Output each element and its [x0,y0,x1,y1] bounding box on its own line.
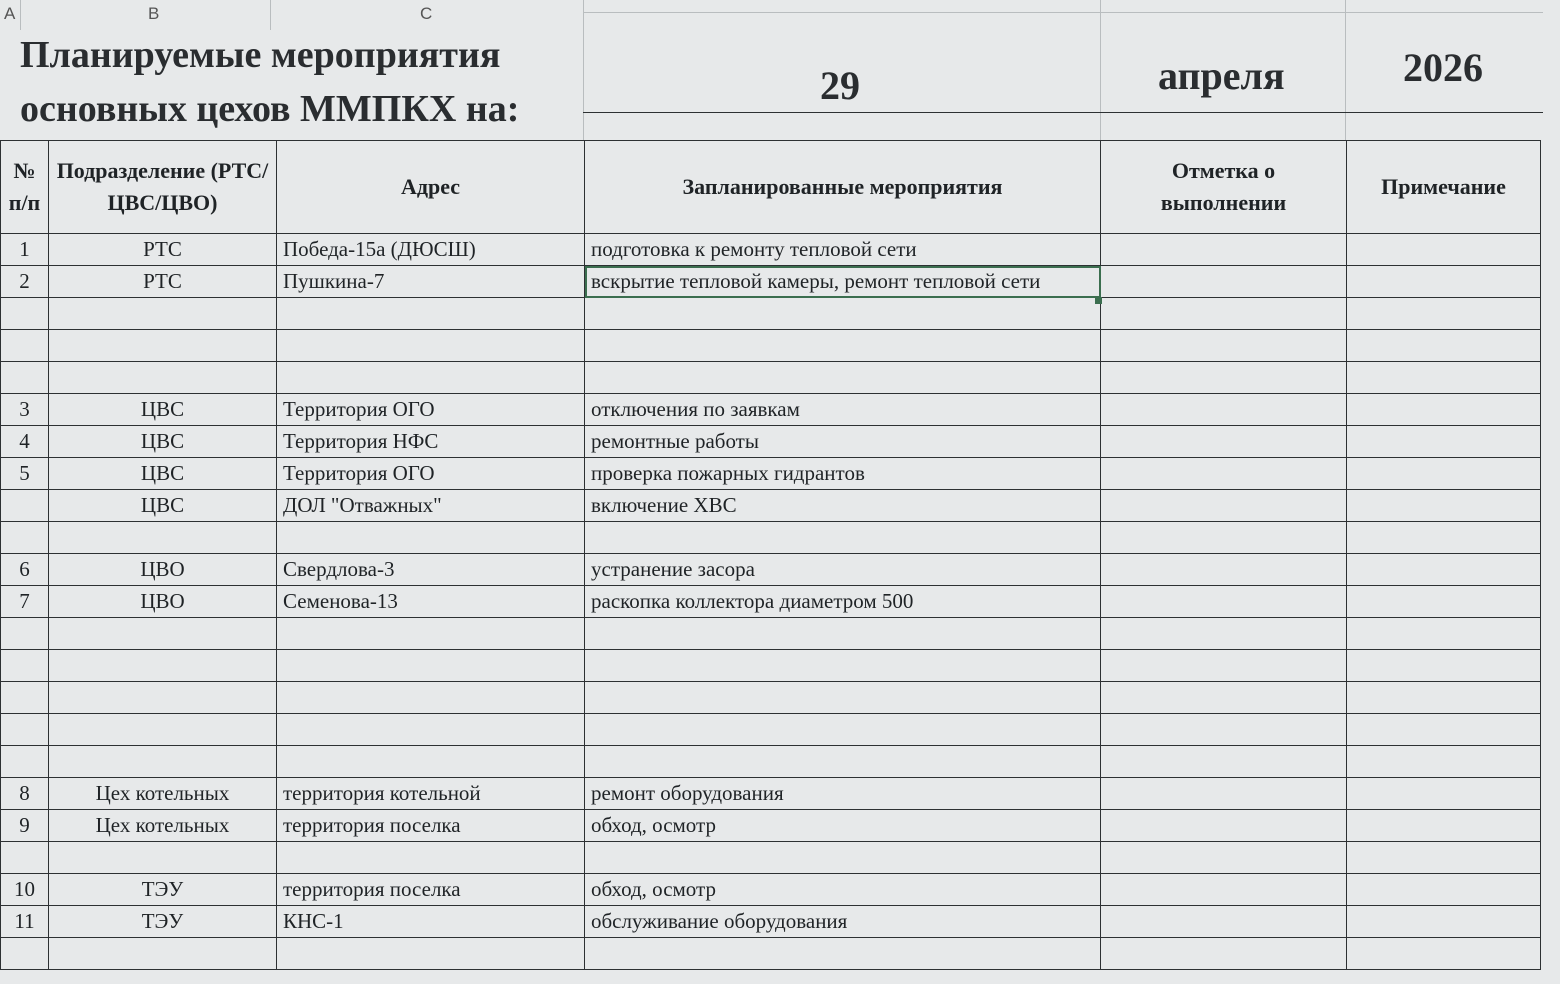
cell-done-mark[interactable] [1101,490,1347,522]
cell-activity[interactable] [585,618,1101,650]
cell-address[interactable]: территория котельной [277,778,585,810]
cell-num[interactable] [1,746,49,778]
cell-note[interactable] [1347,234,1541,266]
cell-done-mark[interactable] [1101,426,1347,458]
cell-done-mark[interactable] [1101,746,1347,778]
cell-note[interactable] [1347,714,1541,746]
cell-address[interactable] [277,842,585,874]
table-row [1,810,1541,842]
cell-done-mark[interactable] [1101,618,1347,650]
cell-division[interactable] [49,650,277,682]
date-month[interactable]: апреля [1158,53,1285,98]
cell-activity[interactable]: обход, осмотр [585,874,1101,906]
cell-activity[interactable] [585,938,1101,970]
header-address[interactable]: Адрес [277,141,585,234]
cell-num[interactable]: 5 [1,458,49,490]
cell-note[interactable] [1347,426,1541,458]
cell-division[interactable] [49,522,277,554]
cell-num[interactable]: 6 [1,554,49,586]
cell-division[interactable] [49,362,277,394]
column-headers [0,0,1560,30]
cell-num[interactable] [1,714,49,746]
cell-address[interactable]: КНС-1 [277,906,585,938]
cell-division[interactable] [49,330,277,362]
date-year[interactable]: 2026 [1403,45,1483,90]
cell-division[interactable]: РТС [49,234,277,266]
cell-num[interactable]: 4 [1,426,49,458]
cell-division[interactable] [49,298,277,330]
cell-division[interactable] [49,938,277,970]
cell-num[interactable]: 11 [1,906,49,938]
cell-note[interactable] [1347,746,1541,778]
cell-note[interactable] [1347,650,1541,682]
cell-done-mark[interactable] [1101,586,1347,618]
cell-note[interactable] [1347,618,1541,650]
cell-address[interactable] [277,746,585,778]
cell-done-mark[interactable] [1101,234,1347,266]
cell-activity[interactable] [585,650,1101,682]
cell-address[interactable]: Территория ОГО [277,458,585,490]
cell-division[interactable]: ЦВС [49,394,277,426]
cell-division[interactable] [49,842,277,874]
cell-note[interactable] [1347,554,1541,586]
cell-done-mark[interactable] [1101,714,1347,746]
table-row [1,458,1541,490]
cell-address[interactable] [277,618,585,650]
cell-num[interactable]: 1 [1,234,49,266]
cell-num[interactable]: 3 [1,394,49,426]
cell-note[interactable] [1347,362,1541,394]
cell-note[interactable] [1347,842,1541,874]
cell-address[interactable] [277,714,585,746]
table-row [1,874,1541,906]
header-done-mark[interactable]: Отметка о выполнении [1101,141,1347,234]
cell-done-mark[interactable] [1101,522,1347,554]
table-row [1,682,1541,714]
cell-activity[interactable]: ремонт оборудования [585,778,1101,810]
cell-note[interactable] [1347,778,1541,810]
table-row [1,394,1541,426]
cell-done-mark[interactable] [1101,906,1347,938]
cell-done-mark[interactable] [1101,298,1347,330]
cell-address[interactable]: Пушкина-7 [277,266,585,298]
table-row [1,426,1541,458]
cell-note[interactable] [1347,682,1541,714]
cell-note[interactable] [1347,906,1541,938]
cell-address[interactable]: ДОЛ "Отважных" [277,490,585,522]
header-activities[interactable]: Запланированные мероприятия [585,141,1101,234]
cell-num[interactable] [1,938,49,970]
cell-address[interactable] [277,682,585,714]
table-header-row [1,141,1541,234]
table-row [1,618,1541,650]
cell-division[interactable]: ЦВО [49,554,277,586]
cell-num[interactable] [1,298,49,330]
col-divider [1345,0,1346,140]
cell-note[interactable] [1347,874,1541,906]
cell-division[interactable]: Цех котельных [49,810,277,842]
cell-num[interactable]: 10 [1,874,49,906]
cell-activity[interactable] [585,682,1101,714]
column-header-a[interactable]: A [4,4,16,23]
cell-division[interactable] [49,618,277,650]
cell-activity[interactable]: обслуживание оборудования [585,906,1101,938]
cell-division[interactable]: ЦВС [49,490,277,522]
cell-division[interactable] [49,746,277,778]
date-day[interactable]: 29 [820,63,860,108]
col-divider [20,0,21,30]
title-line-2: основных цехов ММПКХ на: [20,88,520,130]
cell-division[interactable]: ТЭУ [49,874,277,906]
activities-table [0,140,1541,970]
table-row [1,842,1541,874]
table-row [1,330,1541,362]
table-row [1,938,1541,970]
table-row [1,650,1541,682]
cell-division[interactable] [49,714,277,746]
cell-activity[interactable] [585,842,1101,874]
cell-done-mark[interactable] [1101,458,1347,490]
cell-done-mark[interactable] [1101,394,1347,426]
cell-activity[interactable]: отключения по заявкам [585,394,1101,426]
title-line-1: Планируемые мероприятия [20,34,501,76]
cell-note[interactable] [1347,394,1541,426]
cell-activity[interactable] [585,298,1101,330]
table-row [1,586,1541,618]
cell-activity[interactable]: раскопка коллектора диаметром 500 [585,586,1101,618]
column-header-c[interactable]: C [420,4,433,23]
table-row [1,522,1541,554]
cell-note[interactable] [1347,330,1541,362]
cell-note[interactable] [1347,490,1541,522]
cell-num[interactable]: 2 [1,266,49,298]
cell-activity[interactable]: подготовка к ремонту тепловой сети [585,234,1101,266]
col-divider [583,0,584,140]
cell-activity[interactable] [585,522,1101,554]
cell-num[interactable]: 7 [1,586,49,618]
cell-division[interactable]: ЦВС [49,458,277,490]
cell-num[interactable]: 8 [1,778,49,810]
sheet-title[interactable] [20,28,580,136]
cell-note[interactable] [1347,810,1541,842]
cell-activity[interactable]: вскрытие тепловой камеры, ремонт тепловой сети [585,266,1101,298]
table-row [1,266,1541,298]
column-header-b[interactable]: B [148,4,160,23]
cell-note[interactable] [1347,298,1541,330]
table-row [1,714,1541,746]
table-row [1,234,1541,266]
cell-address[interactable]: Семенова-13 [277,586,585,618]
date-underline [583,112,1543,113]
table-row [1,298,1541,330]
cell-done-mark[interactable] [1101,810,1347,842]
cell-activity[interactable]: проверка пожарных гидрантов [585,458,1101,490]
cell-done-mark[interactable] [1101,266,1347,298]
table-row [1,490,1541,522]
cell-done-mark[interactable] [1101,330,1347,362]
cell-division[interactable]: Цех котельных [49,778,277,810]
cell-done-mark[interactable] [1101,682,1347,714]
cell-activity[interactable]: устранение засора [585,554,1101,586]
cell-activity[interactable] [585,330,1101,362]
cell-division[interactable]: ТЭУ [49,906,277,938]
cell-done-mark[interactable] [1101,874,1347,906]
cell-address[interactable] [277,330,585,362]
cell-address[interactable] [277,938,585,970]
cell-division[interactable]: ЦВО [49,586,277,618]
table-row [1,778,1541,810]
cell-activity[interactable] [585,714,1101,746]
col-divider [1100,0,1101,140]
cell-address[interactable]: Территория НФС [277,426,585,458]
cell-done-mark[interactable] [1101,778,1347,810]
cell-activity[interactable]: обход, осмотр [585,810,1101,842]
cell-address[interactable]: территория поселка [277,810,585,842]
header-note[interactable]: Примечание [1347,141,1541,234]
cell-note[interactable] [1347,938,1541,970]
cell-address[interactable]: Территория ОГО [277,394,585,426]
cell-done-mark[interactable] [1101,938,1347,970]
cell-num[interactable] [1,330,49,362]
header-num[interactable]: № п/п [1,141,49,234]
cell-done-mark[interactable] [1101,650,1347,682]
cell-num[interactable] [1,842,49,874]
cell-address[interactable]: территория поселка [277,874,585,906]
cell-address[interactable]: Победа-15а (ДЮСШ) [277,234,585,266]
cell-num[interactable]: 9 [1,810,49,842]
cell-num[interactable] [1,362,49,394]
cell-done-mark[interactable] [1101,554,1347,586]
cell-address[interactable] [277,650,585,682]
cell-address[interactable]: Свердлова-3 [277,554,585,586]
col-divider [270,0,271,30]
table-row [1,906,1541,938]
cell-activity[interactable]: включение ХВС [585,490,1101,522]
cell-activity[interactable] [585,362,1101,394]
cell-activity[interactable]: ремонтные работы [585,426,1101,458]
cell-num[interactable] [1,490,49,522]
table-row [1,362,1541,394]
cell-num[interactable] [1,682,49,714]
cell-num[interactable] [1,618,49,650]
cell-num[interactable] [1,522,49,554]
table-row [1,554,1541,586]
cell-done-mark[interactable] [1101,362,1347,394]
cell-division[interactable]: ЦВС [49,426,277,458]
header-division[interactable]: Подразделение (РТС/ЦВС/ЦВО) [49,141,277,234]
cell-note[interactable] [1347,522,1541,554]
cell-num[interactable] [1,650,49,682]
cell-address[interactable] [277,298,585,330]
cell-done-mark[interactable] [1101,842,1347,874]
cell-address[interactable] [277,522,585,554]
row-divider [583,12,1543,13]
cell-note[interactable] [1347,266,1541,298]
fill-handle[interactable] [1095,297,1102,304]
cell-note[interactable] [1347,458,1541,490]
cell-address[interactable] [277,362,585,394]
cell-division[interactable] [49,682,277,714]
cell-activity[interactable] [585,746,1101,778]
cell-division[interactable]: РТС [49,266,277,298]
cell-note[interactable] [1347,586,1541,618]
table-row [1,746,1541,778]
